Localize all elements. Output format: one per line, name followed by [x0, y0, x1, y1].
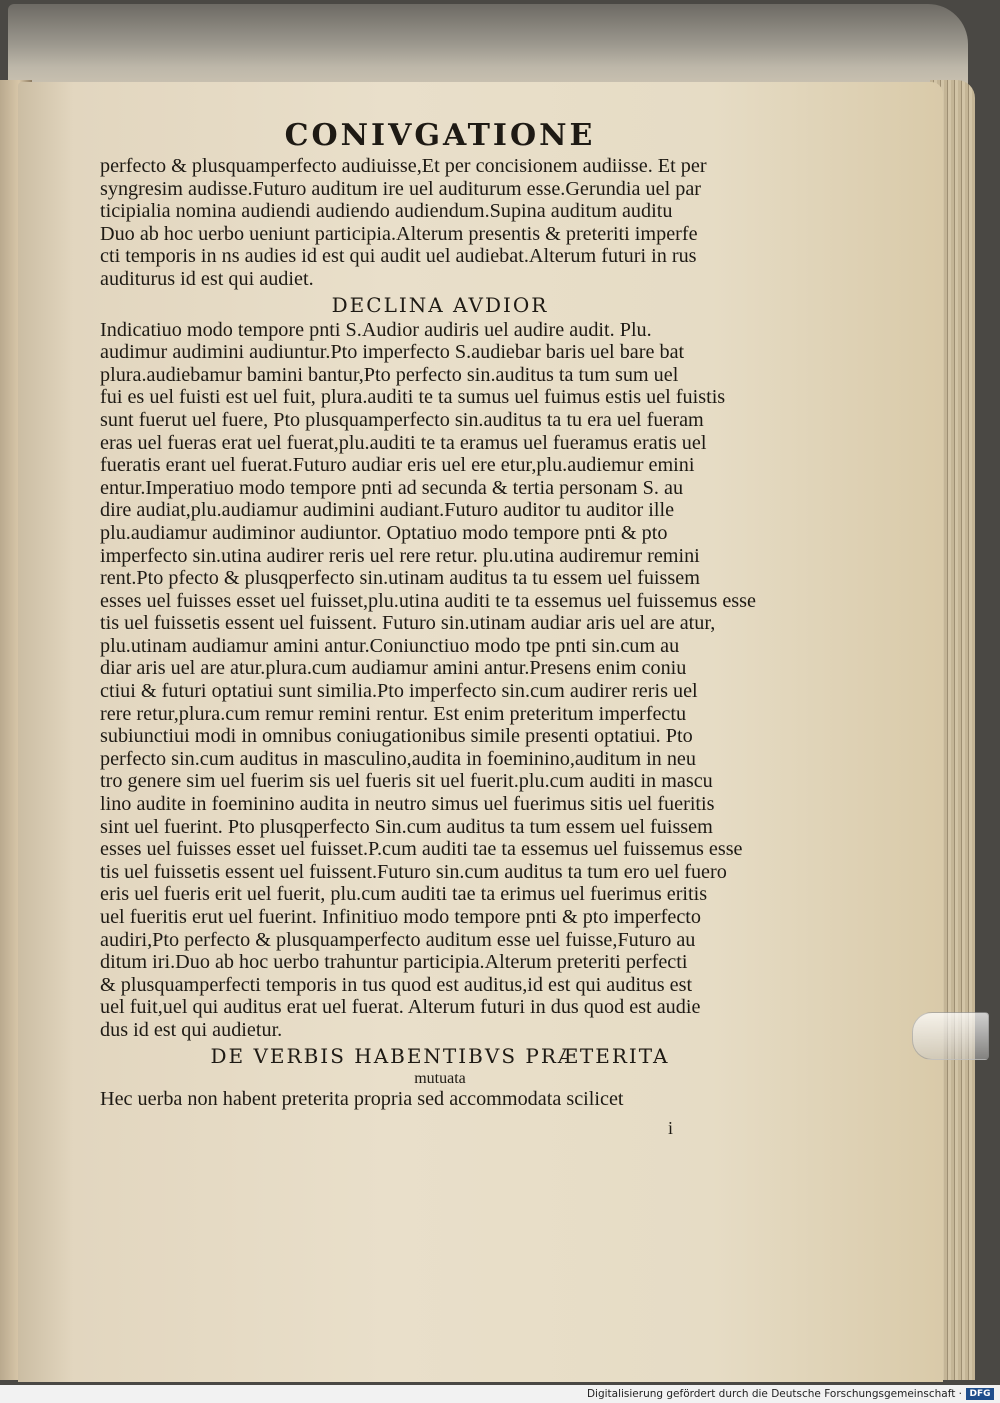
signature-mark: i: [668, 1118, 674, 1138]
footer-credit: Digitalisierung gefördert durch die Deutsche Forschungsgemeinschaft ·: [586, 1388, 962, 1400]
declension-line: eris uel fueris erit uel fuerit, plu.cum auditi tae ta erimus uel fuerimus eritis: [100, 883, 708, 906]
declension-line: plu.audiamur audiminor audiuntor. Optatiuo modo tempore pnti & pto: [100, 521, 668, 544]
declension-line: subiunctiui modi in omnibus coniugationibus simile presenti optatiui. Pto: [100, 725, 693, 748]
page-text: [100, 118, 780, 1110]
declension-line: diar aris uel are atur.plura.cum audiamur amini antur.Presens enim coniu: [100, 657, 687, 680]
footer-bar: [0, 1385, 1000, 1403]
declension-line: tro genere sim uel fuerim sis uel fueris sit uel fuerit.plu.cum auditi in mascu: [100, 770, 713, 793]
paragraph-declension: [100, 319, 780, 1042]
declension-line: audimur audimini audiuntur.Pto imperfecto S.audiebar baris uel bare bat: [100, 341, 685, 364]
declension-line: rent.Pto pfecto & plusqperfecto sin.utinam auditus ta tu essem uel fuissem: [100, 567, 700, 590]
declension-line: audiri,Pto perfecto & plusquamperfecto auditum esse uel fuisse,Futuro au: [100, 928, 696, 951]
declension-line: esses uel fuisses esset uel fuisset.P.cum auditi tae ta essemus uel fuissemus esse: [100, 838, 743, 861]
last-line: Hec uerba non habent preterita propria sed accommodata scilicet: [100, 1087, 624, 1110]
declension-line: eras uel fueras erat uel fuerat,plu.auditi te ta eramus uel fueramus eratis uel: [100, 431, 707, 454]
declension-line: ctiui & futuri optatiui sunt similia.Pto imperfecto sin.cum audirer reris uel: [100, 680, 698, 703]
page-clip: [912, 1012, 989, 1060]
conjugation-line: ticipialia nomina audiendi audiendo audiendum.Supina auditum auditu: [100, 200, 673, 223]
paragraph-conjugation: [100, 155, 780, 291]
declension-line: & plusquamperfecti temporis in tus quod est auditus,id est qui auditus est: [100, 973, 693, 996]
declension-line: plura.audiebamur bamini bantur,Pto perfecto sin.auditus ta tum sum uel: [100, 363, 679, 386]
declension-line: rere retur,plura.cum remur remini rentur. Est enim preteritum imperfectu: [100, 702, 687, 725]
conjugation-line: cti temporis in ns audies id est qui audit uel audiebat.Alterum futuri in rus: [100, 245, 697, 268]
declension-heading: DECLINA AVDIOR: [331, 292, 549, 317]
conjugation-line: auditurus id est qui audiet.: [100, 267, 314, 290]
book-top-edge: [8, 4, 968, 94]
conjugation-line: syngresim audisse.Futuro auditum ire uel auditurum esse.Gerundia uel par: [100, 177, 702, 200]
declension-line: fui es uel fuisti est uel fuit, plura.auditi te ta sumus uel fuimus estis uel fuistis: [100, 386, 726, 409]
declension-line: tis uel fuissetis essent uel fuissent.Futuro sin.cum auditus ta tum ero uel fuero: [100, 860, 727, 883]
conjugation-line: Duo ab hoc uerbo ueniunt participia.Alterum presentis & preteriti imperfe: [100, 222, 698, 245]
declension-line: sunt fuerut uel fuere, Pto plusquamperfecto sin.auditus ta tu era uel fueram: [100, 408, 704, 431]
conjugation-line: perfecto & plusquamperfecto audiuisse,Et per concisionem audiisse. Et per: [100, 155, 707, 177]
declension-line: uel fuit,uel qui auditus erat uel fuerat. Alterum futuri in dus quod est audie: [100, 996, 701, 1019]
declension-line: perfecto sin.cum auditus in masculino,audita in foeminino,auditum in neu: [100, 747, 696, 770]
declension-line: lino audite in foeminino audita in neutro simus uel fuerimus sitis uel fueritis: [100, 793, 715, 816]
declension-line: imperfecto sin.utina audirer reris uel rere retur. plu.utina audiremur remini: [100, 544, 700, 567]
page-heading: CONIVGATIONE: [284, 118, 596, 153]
section-title: DE VERBIS HABENTIBVS PRÆTERITA: [210, 1043, 670, 1068]
declension-line: dire audiat,plu.audiamur audimini audiant.Futuro auditor tu auditor ille: [100, 499, 675, 522]
declension-line: plu.utinam audiamur amini antur.Coniunctiuo modo tpe pnti sin.cum au: [100, 634, 680, 657]
dfg-logo: DFG: [966, 1388, 994, 1400]
declension-line: tis uel fuissetis essent uel fuissent. Futuro sin.utinam audiar aris uel are atur,: [100, 612, 716, 635]
declension-line: sint uel fuerint. Pto plusqperfecto Sin.cum auditus ta tum essem uel fuissem: [100, 815, 713, 838]
declension-line: uel fueritis erut uel fuerint. Infinitiuo modo tempore pnti & pto imperfecto: [100, 906, 701, 928]
declension-line: fueratis erant uel fuerat.Futuro audiar eris uel ere etur,plu.audiemur emini: [100, 454, 695, 477]
declension-line: ditum iri.Duo ab hoc uerbo trahuntur participia.Alterum preteriti perfecti: [100, 951, 688, 974]
declension-line: entur.Imperatiuo modo tempore pnti ad secunda & tertia personam S. au: [100, 476, 684, 499]
section-subtitle: mutuata: [414, 1069, 466, 1087]
declension-line: esses uel fuisses esset uel fuisset,plu.utina auditi te ta essemus uel fuissemus esse: [100, 589, 756, 612]
declension-line: Indicatiuo modo tempore pnti S.Audior audiris uel audire audit. Plu.: [100, 318, 652, 341]
declension-line: dus id est qui audietur.: [100, 1018, 283, 1041]
